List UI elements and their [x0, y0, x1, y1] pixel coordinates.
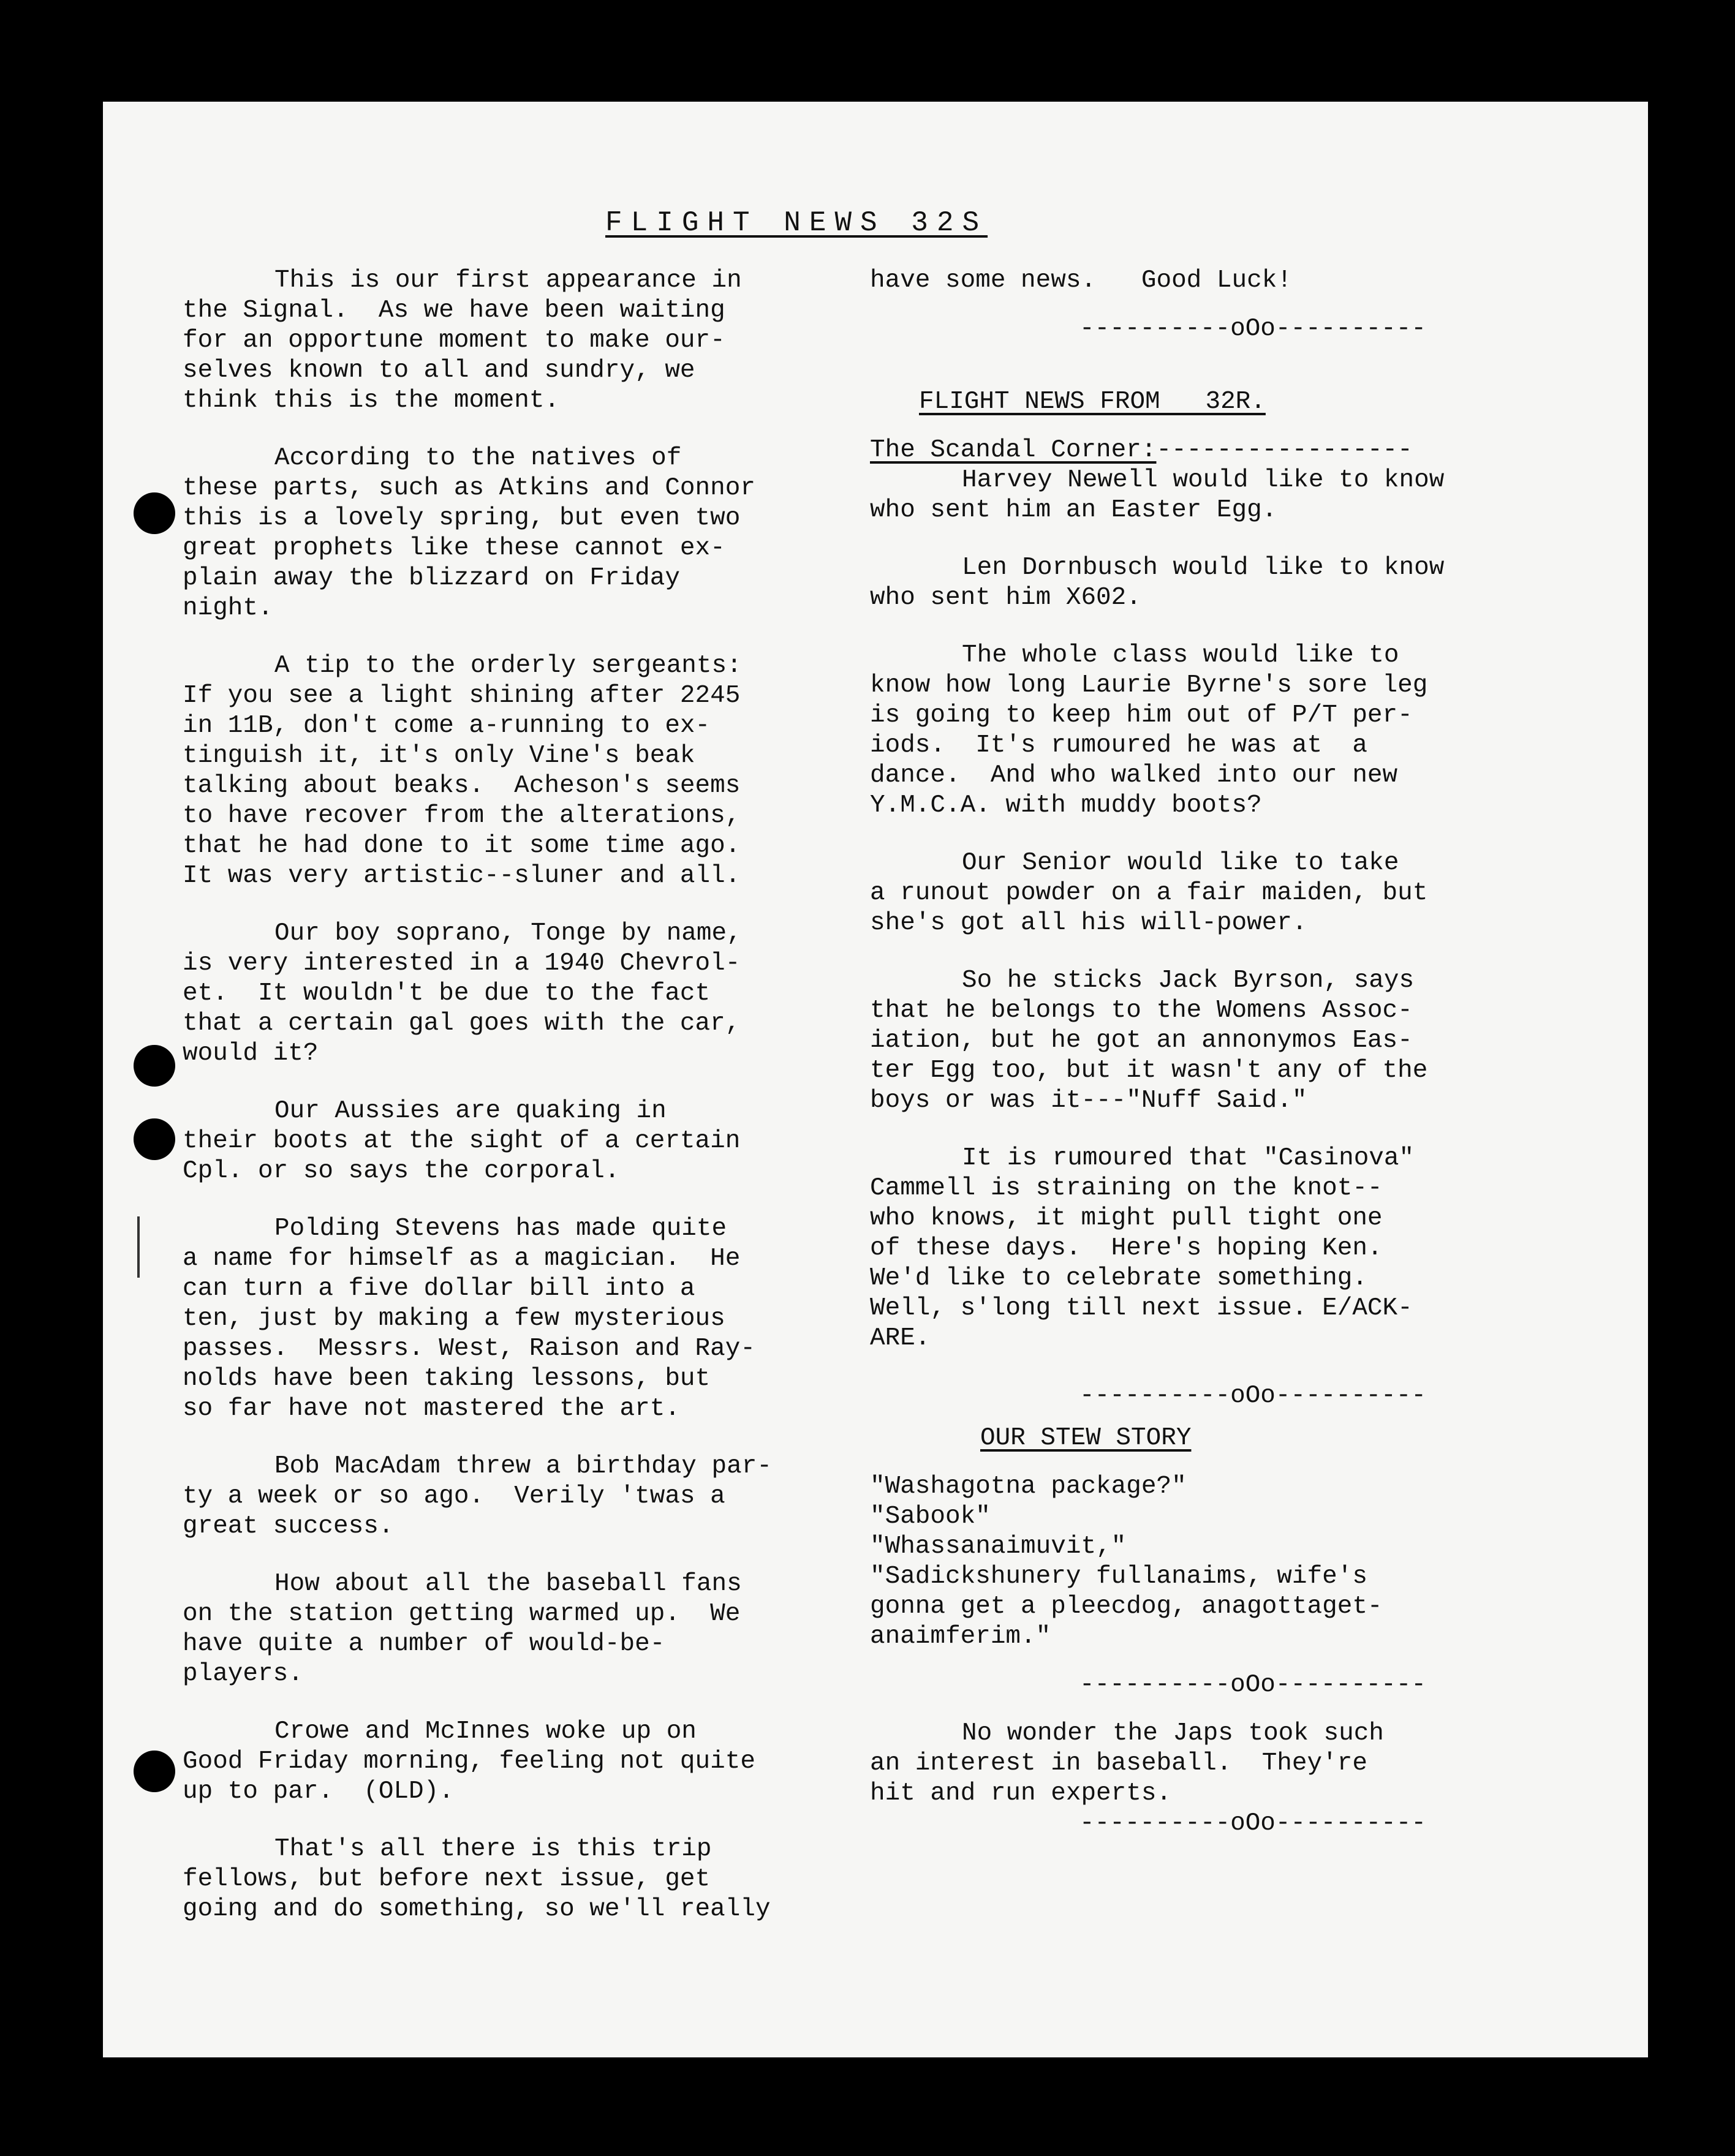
separator: ----------oOo---------- — [1079, 1809, 1426, 1838]
paragraph-senior: Our Senior would like to take a runout powder on a fair maiden, but she's got all his will-power. — [870, 849, 1428, 937]
paragraph-harvey-newell: Harvey Newell would like to know who sent him an Easter Egg. — [870, 466, 1445, 524]
paragraph-len-dornbusch: Len Dornbusch would like to know who sent him X602. — [870, 554, 1445, 612]
paragraph-closing: That's all there is this trip fellows, but before next issue, get going and do something, so we'll really — [183, 1835, 771, 1923]
paragraph-boy-soprano: Our boy soprano, Tonge by name, is very interested in a 1940 Chevrol- et. It wouldn't be due to the fact that a certain gal goes with the car, would it? — [183, 919, 742, 1068]
section-heading-stew-story: OUR STEW STORY — [980, 1424, 1192, 1452]
stew-story-text: "Washagotna package?" "Sabook" "Whassanaimuvit," "Sadickshunery fullanaims, wife's gonna get a pleecdog, anagottaget- anaimferim." — [870, 1472, 1383, 1651]
scandal-corner-heading — [870, 435, 1636, 466]
document-page — [103, 102, 1648, 2057]
paragraph-baseball: How about all the baseball fans on the station getting warmed up. We have quite a number of would-be- players. — [183, 1570, 742, 1688]
punch-hole-icon — [134, 1751, 175, 1792]
paragraph-casinova: It is rumoured that "Casinova" Cammell is straining on the knot-- who knows, it might pull tight one of these days. Here's hoping Ken. We'd like to celebrate something. Well, s'long till next issue. E/ACK- ARE. — [870, 1144, 1415, 1352]
punch-hole-icon — [134, 492, 175, 534]
scandal-corner-dashes: ----------------- — [1156, 436, 1413, 464]
paragraph-sergeants-tip: A tip to the orderly sergeants: If you see a light shining after 2245 in 11B, don't come a-running to ex- tinguish it, it's only Vine's beak talking about beaks. Acheson's seems to have recover from the alterations, that he had done to it some time ago. It was very artistic--sluner and all. — [183, 652, 742, 890]
pencil-mark-icon — [137, 1216, 140, 1278]
continuation-text: have some news. Good Luck! — [870, 266, 1292, 295]
punch-hole-icon — [134, 1045, 175, 1087]
paragraph-birthday: Bob MacAdam threw a birthday par- ty a week or so ago. Verily 'twas a great success. — [183, 1452, 772, 1540]
paragraph-laurie-byrne: The whole class would like to know how long Laurie Byrne's sore leg is going to keep him out of P/T per- iods. It's rumoured he was at a dance. And who walked into our new Y.M.C.A. with muddy boots? — [870, 641, 1428, 820]
paragraph-intro: This is our first appearance in the Signal. As we have been waiting for an opportune moment to make our- selves known to all and sundry, we think this is the moment. — [183, 266, 742, 415]
scandal-corner-label: The Scandal Corner: — [870, 436, 1157, 464]
paragraph-weather: According to the natives of these parts, such as Atkins and Connor this is a lovely spring, but even two great prophets like these cannot ex- plain away the blizzard on Friday night. — [183, 444, 755, 622]
section-heading-32r: FLIGHT NEWS FROM 32R. — [919, 388, 1266, 416]
separator: ----------oOo---------- — [1079, 315, 1426, 343]
paragraph-aussies: Our Aussies are quaking in their boots at the sight of a certain Cpl. or so says the corporal. — [183, 1097, 741, 1185]
punch-hole-icon — [134, 1118, 175, 1160]
paragraph-magician: Polding Stevens has made quite a name for himself as a magician. He can turn a five dollar bill into a ten, just by making a few mysterious passes. Messrs. West, Raison and Ray- nolds have been taking lessons, but so far have not mastered the art. — [183, 1215, 755, 1423]
paragraph-jack-byrson: So he sticks Jack Byrson, says that he belongs to the Womens Assoc- iation, but he got an annonymos Eas- ter Egg too, but it wasn't any of the boys or was it---"Nuff Said." — [870, 967, 1428, 1115]
separator: ----------oOo---------- — [1079, 1382, 1426, 1410]
separator: ----------oOo---------- — [1079, 1671, 1426, 1699]
paragraph-japs-joke: No wonder the Japs took such an interest in baseball. They're hit and run experts. — [870, 1719, 1384, 1807]
paragraph-good-friday: Crowe and McInnes woke up on Good Friday morning, feeling not quite up to par. (OLD). — [183, 1717, 755, 1806]
right-column — [870, 266, 1636, 1839]
page-title: FLIGHT NEWS 32S — [605, 207, 988, 239]
